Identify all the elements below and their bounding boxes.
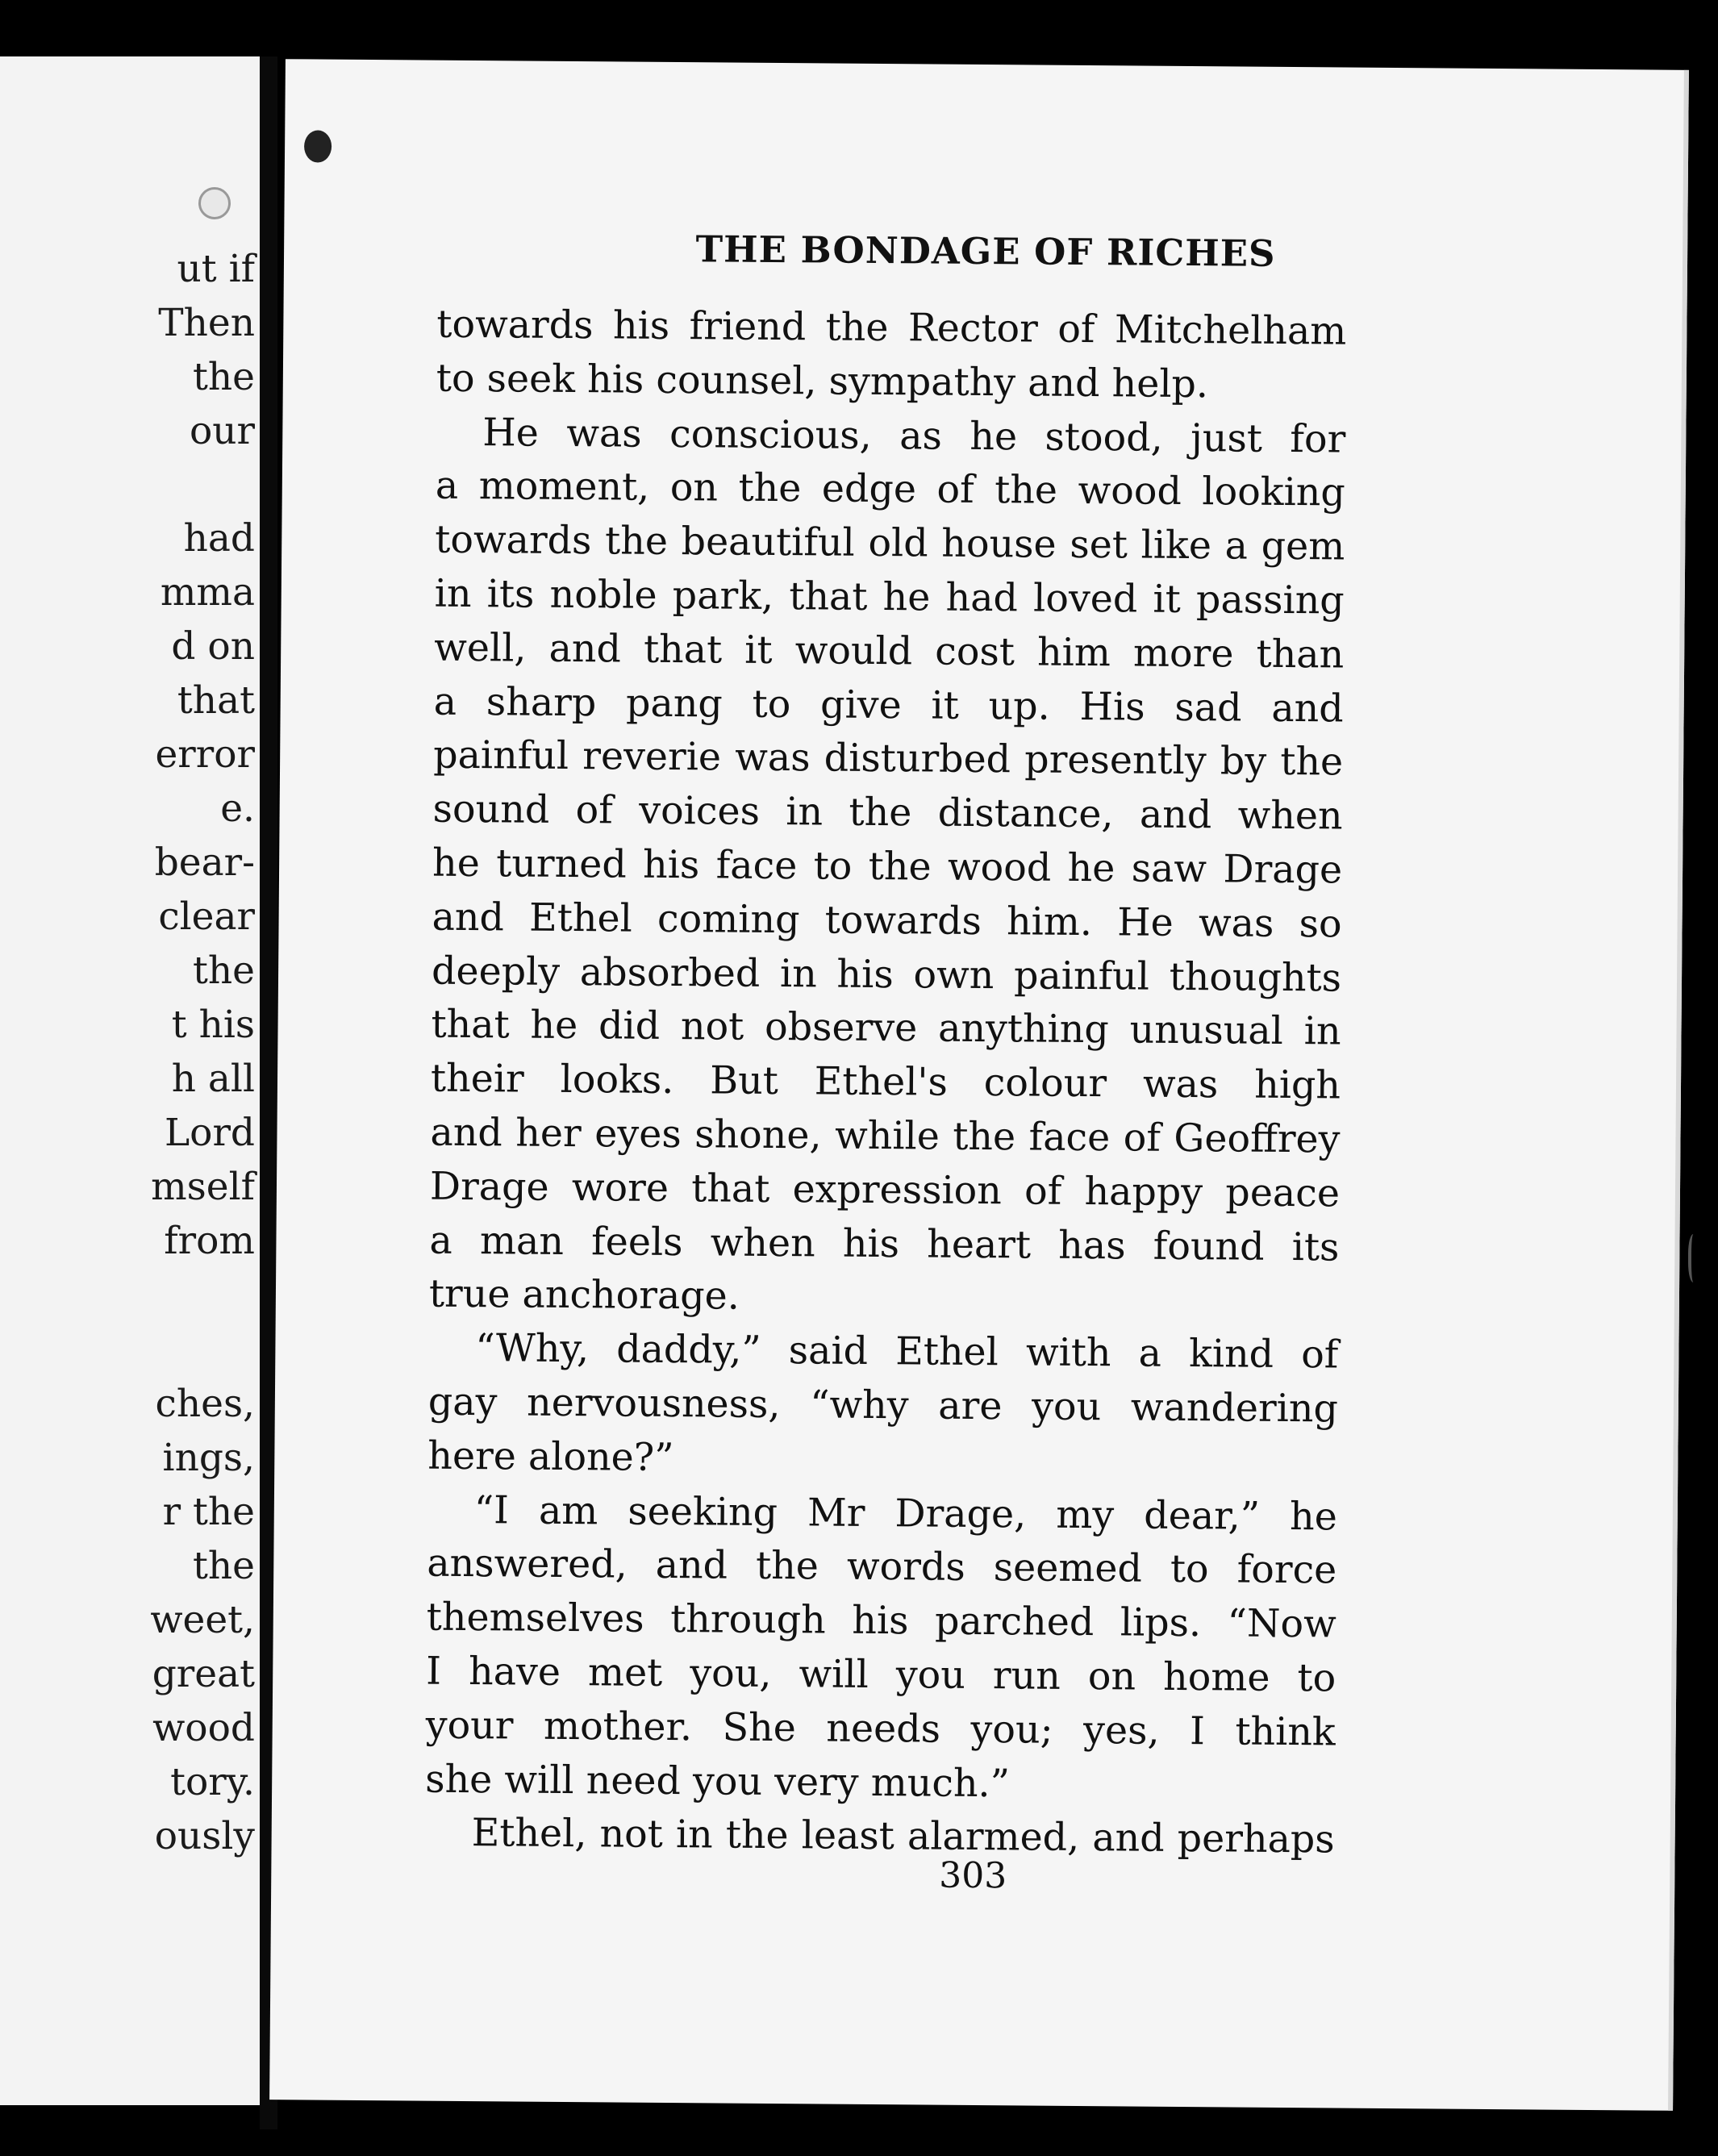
left-page-line-fragment: mma [160,570,255,615]
running-head: THE BONDAGE OF RICHES [695,227,1276,275]
text-line: deeply absorbed in his own painful thoughts [431,949,1342,1001]
text-line: Drage wore that expression of happy peace [429,1164,1341,1216]
text-line: painful reverie was disturbed presently by the [432,733,1344,785]
left-page-line-fragment: great [152,1652,255,1696]
left-page-line-fragment: our [189,409,255,453]
text-line: Ethel, not in the least alarmed, and perhaps [471,1811,1335,1862]
page-edge [1668,70,1689,2111]
text-line: she will need you very much.” [425,1757,1011,1806]
text-line: gay nervousness, “why are you wandering [427,1379,1339,1432]
left-page-line-fragment: e. [220,786,255,831]
text-line: well, and that it would cost him more than [434,625,1345,678]
body-text [424,298,1346,1868]
text-line: He was conscious, as he stood, just for [482,410,1346,462]
text-line: “I am seeking Mr Drage, my dear,” he [473,1487,1338,1540]
left-page-line-fragment: ches, [155,1382,255,1426]
text-line: “Why, daddy,” said Ethel with a kind of [475,1326,1339,1378]
text-line: answered, and the words seemed to force [427,1541,1337,1593]
edge-mark [1688,1234,1701,1282]
page-number: 303 [939,1854,1007,1897]
text-line: he turned his face to the wood he saw Drage [432,840,1343,893]
text-line: to seek his counsel, sympathy and help. [436,356,1209,407]
text-line: true anchorage. [428,1271,740,1320]
text-line: towards his friend the Rector of Mitchelham [436,302,1347,354]
left-page-line-fragment: bear- [154,840,255,885]
left-page-line-fragment: r the [162,1490,255,1534]
ink-blot-mark [304,130,332,162]
text-line: themselves through his parched lips. “Now [426,1595,1336,1647]
text-line: that he did not observe anything unusual in [431,1003,1341,1054]
text-line: here alone?” [427,1433,674,1480]
left-page-line-fragment: mself [151,1165,255,1209]
text-line: a moment, on the edge of the wood looking [435,464,1345,515]
left-page-line-fragment: the [193,1544,255,1588]
left-page-line-fragment: error [155,732,255,777]
left-page-line-fragment: t his [171,1003,255,1047]
left-page-line-fragment: weet, [150,1598,255,1642]
left-page-line-fragment: that [177,678,255,723]
left-page-line-fragment: clear [158,895,255,939]
left-page-line-fragment: wood [152,1706,255,1750]
left-page-line-fragment: had [183,516,255,561]
left-page-line-fragment: ut if [177,247,255,291]
left-page-line-fragment: from [164,1219,255,1263]
left-page-line-fragment: d on [171,624,255,669]
text-line: your mother. She needs you; yes, I think [425,1703,1336,1755]
text-line: sound of voices in the distance, and when [432,786,1343,839]
text-line: and Ethel coming towards him. He was so [432,895,1342,947]
left-page-line-fragment: tory. [170,1760,255,1804]
left-page-line-fragment: the [193,355,255,399]
text-line: their looks. But Ethel's colour was high [430,1056,1341,1108]
left-page-line-fragment: Lord [164,1111,255,1155]
text-line: a man feels when his heart has found its [429,1218,1340,1270]
text-line: a sharp pang to give it up. His sad and [433,679,1344,732]
left-page-line-fragment: ously [154,1814,255,1858]
left-page-line-fragment: Then [158,301,255,345]
text-line: and her eyes shone, while the face of Geoffrey [430,1110,1341,1162]
text-line: towards the beautiful old house set like a gem [435,517,1345,569]
text-line: in its noble park, that he had loved it passing [434,571,1345,623]
left-page-line-fragment: the [193,949,255,993]
left-page [0,56,266,2105]
right-page [269,59,1689,2111]
punch-hole-mark [198,187,231,219]
left-page-line-fragment: h all [171,1057,255,1101]
left-page-line-fragment: ings, [162,1436,255,1480]
text-line: I have met you, will you run on home to [426,1649,1336,1701]
